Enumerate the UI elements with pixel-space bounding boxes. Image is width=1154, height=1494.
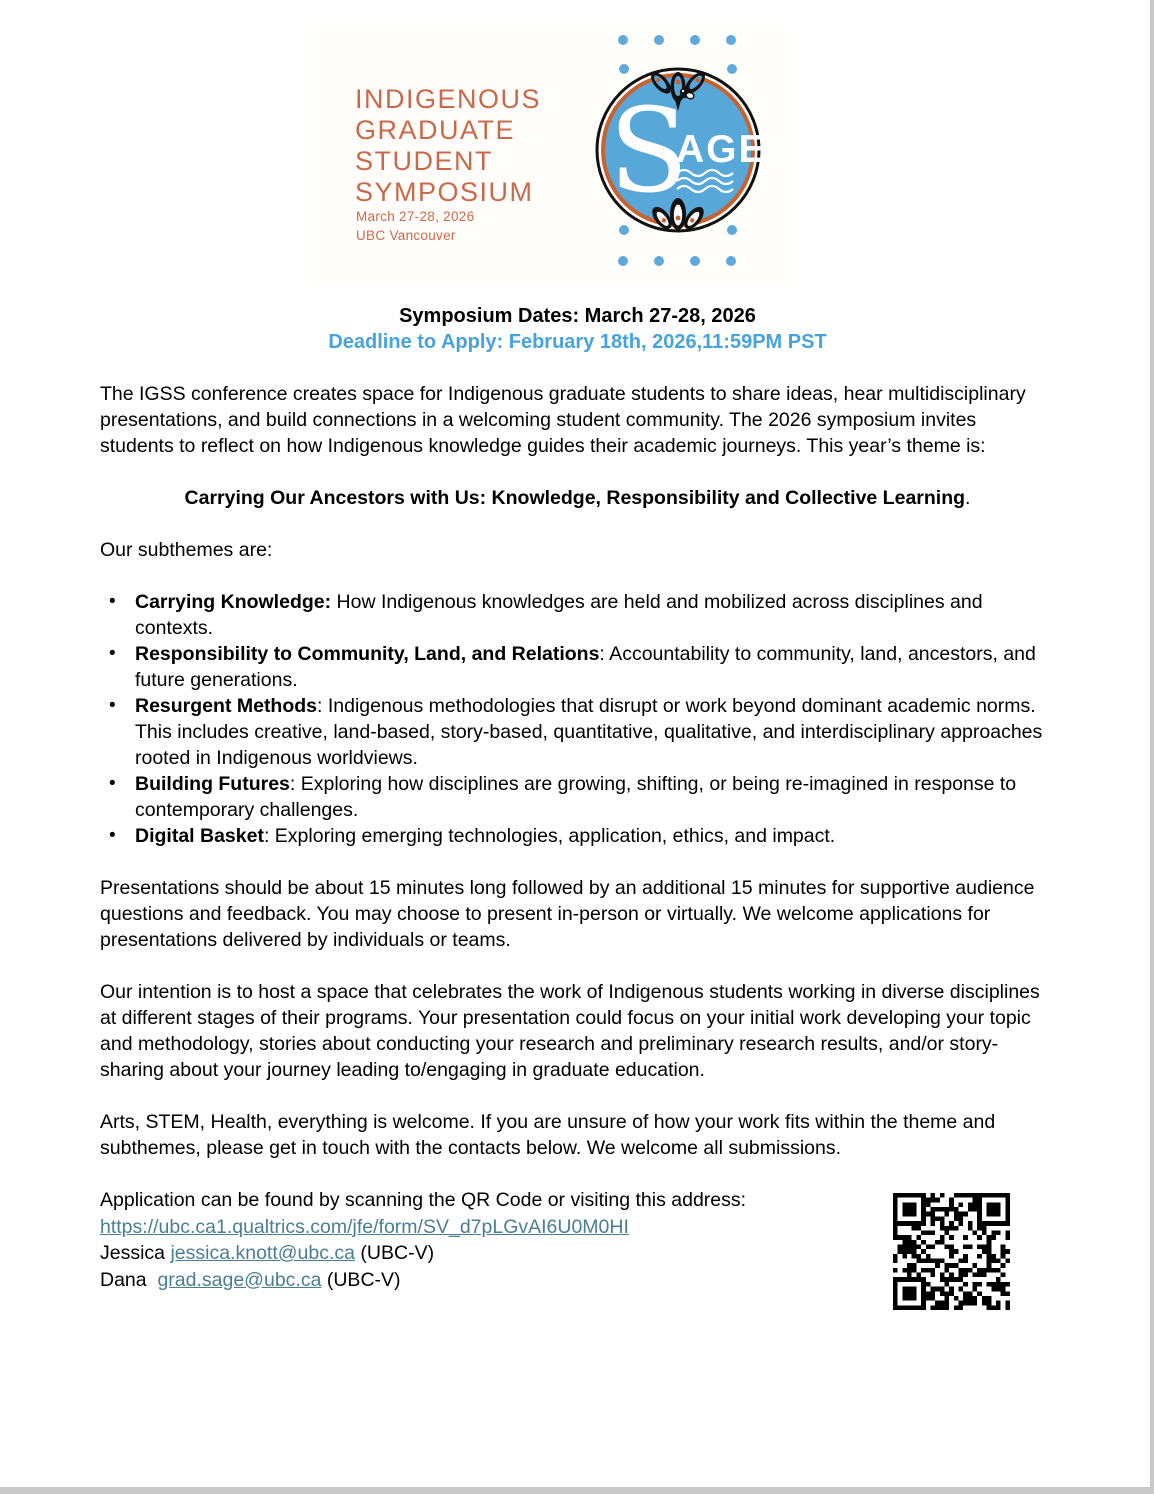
window-edge-right bbox=[1150, 0, 1154, 1494]
theme-text: Carrying Our Ancestors with Us: Knowledge, Responsibility and Collective Learning bbox=[184, 487, 966, 509]
banner-venue-line: UBC Vancouver bbox=[356, 228, 456, 243]
contact-campus: (UBC-V) bbox=[355, 1242, 435, 1264]
intro-paragraph: The IGSS conference creates space for Indigenous graduate students to share ideas, hear multidisciplinary presentations, and build connections in a welcoming student community. The 2026 symposium invites students to reflect on how Indigenous knowledge guides their academic journeys. This year’s theme is: bbox=[100, 383, 1026, 457]
application-form-link[interactable]: https://ubc.ca1.qualtrics.com/jfe/form/SV_d7pLGvAI6U0M0HI bbox=[100, 1215, 629, 1238]
banner-date-line: March 27-28, 2026 bbox=[356, 209, 475, 224]
application-intro: Application can be found by scanning the QR Code or visiting this address: bbox=[100, 1189, 747, 1211]
welcome-paragraph: Arts, STEM, Health, everything is welcome. If you are unsure of how your work fits within the theme and subthemes, please get in touch with the contacts below. We welcome all submissions. bbox=[100, 1111, 996, 1159]
symposium-dates-heading: Symposium Dates: March 27-28, 2026 bbox=[399, 305, 756, 327]
subtheme-item: • Digital Basket: Exploring emerging technologies, application, ethics, and impact. bbox=[100, 823, 1055, 849]
wordmark-line: GRADUATE bbox=[355, 115, 516, 145]
wordmark-line: SYMPOSIUM bbox=[355, 177, 534, 207]
contact-email-link[interactable]: jessica.knott@ubc.ca bbox=[170, 1242, 355, 1264]
presentations-paragraph: Presentations should be about 15 minutes long followed by an additional 15 minutes for supportive audience questions and feedback. You may choose to present in-person or virtually. We welcome applications for presentations delivered by individuals or teams. bbox=[100, 877, 1035, 951]
contact-email-link[interactable]: grad.sage@ubc.ca bbox=[157, 1268, 322, 1291]
symposium-wordmark bbox=[355, 84, 541, 208]
deadline-heading: Deadline to Apply: February 18th, 2026,11:59PM PST bbox=[328, 331, 827, 353]
contact-name: Jessica bbox=[100, 1242, 171, 1264]
theme-statement bbox=[100, 485, 1055, 511]
banner-dates bbox=[356, 207, 474, 245]
subtheme-item: • Resurgent Methods: Indigenous methodologies that disrupt or work beyond dominant academic norms. This includes creative, land-based, story-based, quantitative, qualitative, and interdisciplinary approaches rooted in Indigenous worldviews. bbox=[100, 693, 1055, 771]
subtheme-item: • Carrying Knowledge: How Indigenous knowledges are held and mobilized across disciplines and contexts. bbox=[100, 589, 1055, 641]
logo-letter-s: S bbox=[609, 84, 689, 219]
logo-letters-age: AGE bbox=[676, 128, 767, 171]
theme-period: . bbox=[965, 487, 971, 509]
qr-code bbox=[893, 1193, 1010, 1310]
sage-logo bbox=[585, 30, 780, 272]
subtheme-item: • Responsibility to Community, Land, and Relations: Accountability to community, land, ancestors, and future generations. bbox=[100, 641, 1055, 693]
window-edge-bottom bbox=[0, 1487, 1154, 1494]
wordmark-line: INDIGENOUS bbox=[355, 84, 542, 114]
subtheme-item: • Building Futures: Exploring how disciplines are growing, shifting, or being re-imagined in response to contemporary challenges. bbox=[100, 771, 1055, 823]
wordmark-line: STUDENT bbox=[355, 146, 493, 176]
application-section bbox=[100, 1187, 1055, 1312]
subthemes-list bbox=[100, 589, 1055, 849]
subthemes-label: Our subthemes are: bbox=[100, 539, 273, 561]
contact-name: Dana bbox=[100, 1268, 158, 1291]
contact-campus: (UBC-V) bbox=[321, 1268, 401, 1291]
intention-paragraph: Our intention is to host a space that celebrates the work of Indigenous students working in diverse disciplines at different stages of their programs. Your presentation could focus on your initial work developing your topic and methodology, stories about conducting your research and preliminary research results, and/or story-sharing about your journey leading to/engaging in graduate education. bbox=[100, 981, 1040, 1081]
document-body bbox=[100, 303, 1055, 1312]
